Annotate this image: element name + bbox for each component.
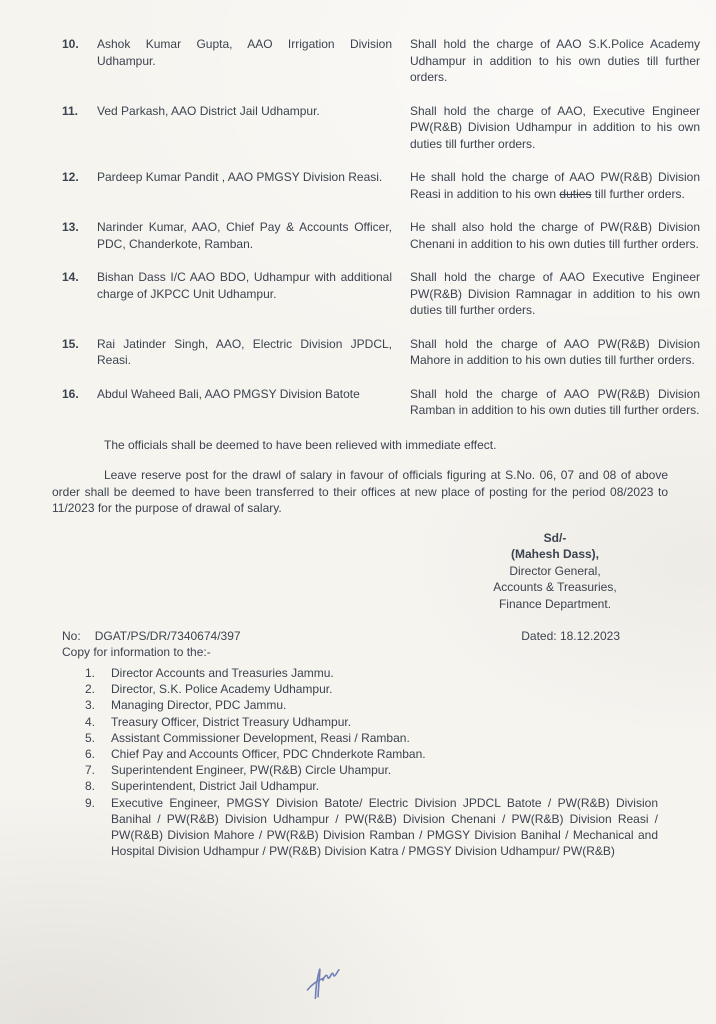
charge-cell: He shall also hold the charge of PW(R&B) Division Chenani in addition to his own duties till further orders. bbox=[410, 220, 700, 251]
copy-item-number: 1. bbox=[85, 666, 96, 680]
order-entries bbox=[0, 36, 716, 419]
order-entry-16 bbox=[62, 386, 700, 419]
copy-list-item bbox=[85, 665, 658, 681]
copy-item-number: 3. bbox=[85, 698, 96, 713]
copy-item-text: Director Accounts and Treasuries Jammu. bbox=[111, 666, 334, 680]
copy-item-text: Treasury Officer, District Treasury Udhampur. bbox=[111, 714, 352, 729]
officer-cell: Rai Jatinder Singh, AAO, Electric Division JPDCL, Reasi. bbox=[97, 336, 392, 367]
copy-item-number: 2. bbox=[85, 682, 96, 697]
copy-item-text: Superintendent, District Jail Udhampur. bbox=[111, 779, 320, 794]
signatory-title-3: Finance Department. bbox=[498, 596, 612, 611]
copy-list-item bbox=[85, 795, 658, 860]
copy-list-item bbox=[85, 697, 658, 713]
copy-item-number: 5. bbox=[85, 730, 96, 745]
entry-number: 10. bbox=[62, 37, 79, 51]
charge-cell: Shall hold the charge of AAO PW(R&B) Division Ramban in addition to his own duties till further orders. bbox=[410, 386, 700, 417]
order-entry-15 bbox=[62, 336, 700, 369]
copy-item-text: Director, S.K. Police Academy Udhampur. bbox=[111, 682, 333, 697]
copy-item-number: 6. bbox=[85, 747, 96, 762]
copy-item-number: 8. bbox=[85, 779, 96, 794]
copy-list-item bbox=[85, 730, 658, 746]
reference-number bbox=[62, 628, 241, 644]
officer-cell: Pardeep Kumar Pandit , AAO PMGSY Division Reasi. bbox=[97, 170, 383, 184]
charge-cell: Shall hold the charge of AAO Executive Engineer PW(R&B) Division Ramnagar in addition to his own duties till further orders. bbox=[410, 270, 700, 317]
copy-item-text: Chief Pay and Accounts Officer, PDC Chnderkote Ramban. bbox=[111, 747, 426, 762]
charge-cell: Shall hold the charge of AAO, Executive Engineer PW(R&B) Division Udhampur in addition to his own duties till further orders. bbox=[410, 103, 700, 151]
signatory-title-1: Director General, bbox=[509, 563, 601, 578]
leave-reserve-paragraph: Leave reserve post for the drawl of salary in favour of officials figuring at S.No. 06, 07 and 08 of above order shall be deemed to have been transferred to their offices at new place of posting for the period 08/2023 to 11/2023 for the purpose of drawal of salary. bbox=[52, 468, 668, 515]
charge-text: He shall hold the charge of AAO PW(R&B) Division Reasi in addition to his own bbox=[410, 170, 700, 201]
sd-line: Sd/- bbox=[543, 530, 567, 545]
copy-list-item bbox=[85, 746, 658, 762]
copy-item-number: 4. bbox=[85, 714, 96, 729]
copy-list-item bbox=[85, 681, 658, 697]
reference-value: DGAT/PS/DR/7340674/397 bbox=[94, 629, 241, 643]
order-entry-11 bbox=[62, 103, 700, 153]
copy-list bbox=[0, 660, 716, 859]
relieved-paragraph: The officials shall be deemed to have been relieved with immediate effect. bbox=[104, 437, 497, 452]
order-date: Dated: 18.12.2023 bbox=[521, 629, 620, 643]
charge-cell: Shall hold the charge of AAO S.K.Police Academy Udhampur in addition to his own duties till further orders. bbox=[410, 37, 700, 84]
copy-list-item bbox=[85, 778, 658, 794]
copy-list-item bbox=[85, 714, 658, 730]
entry-number: 12. bbox=[62, 170, 79, 184]
charge-cell bbox=[410, 169, 700, 202]
copy-item-text: Assistant Commissioner Development, Reasi / Ramban. bbox=[111, 730, 410, 745]
signatory-title-2: Accounts & Treasuries, bbox=[493, 580, 617, 594]
handwritten-initials-icon bbox=[291, 947, 360, 1016]
signature-block bbox=[445, 530, 665, 613]
signatory-name: (Mahesh Dass), bbox=[510, 547, 600, 561]
copy-item-text: Managing Director, PDC Jammu. bbox=[111, 698, 287, 713]
order-entry-13 bbox=[62, 219, 700, 252]
officer-cell: Ved Parkash, AAO District Jail Udhampur. bbox=[97, 103, 320, 118]
entry-number: 13. bbox=[62, 220, 79, 234]
officer-cell: Ashok Kumar Gupta, AAO Irrigation Division Udhampur. bbox=[97, 37, 392, 68]
entry-number: 15. bbox=[62, 336, 79, 351]
copy-item-text: Executive Engineer, PMGSY Division Batote/ Electric Division JPDCL Batote / PW(R&B) Division Banihal / PW(R&B) Division Udhampur / PW(R&B) Division Chenani / PW(R&B) Division Reasi / PW(R&B) Division Mahore / PW(R&B) Division Ramban / PMGSY Division Banihal / Mechanical and Hospital Division Udhampur / PW(R&B) Division Katra / PMGSY Division Udhampur/ PW(R&B) bbox=[111, 795, 658, 859]
order-entry-12 bbox=[62, 169, 700, 202]
reference-row bbox=[0, 612, 716, 644]
charge-text: till further orders. bbox=[591, 186, 685, 201]
copy-item-number: 7. bbox=[85, 763, 96, 778]
entry-number: 11. bbox=[62, 103, 79, 118]
officer-cell: Bishan Dass I/C AAO BDO, Udhampur with additional charge of JKPCC Unit Udhampur. bbox=[97, 270, 392, 301]
copy-item-number: 9. bbox=[85, 795, 96, 810]
order-entry-14 bbox=[62, 269, 700, 319]
copy-item-text: Superintendent Engineer, PW(R&B) Circle Uhampur. bbox=[111, 763, 392, 778]
struck-word: duties bbox=[559, 186, 592, 201]
charge-cell: Shall hold the charge of AAO PW(R&B) Division Mahore in addition to his own duties till further orders. bbox=[410, 336, 700, 367]
officer-cell: Narinder Kumar, AAO, Chief Pay & Accounts Officer, PDC, Chanderkote, Ramban. bbox=[97, 220, 392, 251]
copy-list-item bbox=[85, 762, 658, 778]
order-entry-10 bbox=[62, 36, 700, 86]
copy-heading: Copy for information to the:- bbox=[62, 645, 211, 659]
officer-cell: Abdul Waheed Bali, AAO PMGSY Division Batote bbox=[97, 386, 360, 401]
entry-number: 16. bbox=[62, 386, 79, 401]
reference-label: No: bbox=[62, 629, 81, 643]
entry-number: 14. bbox=[62, 270, 79, 284]
